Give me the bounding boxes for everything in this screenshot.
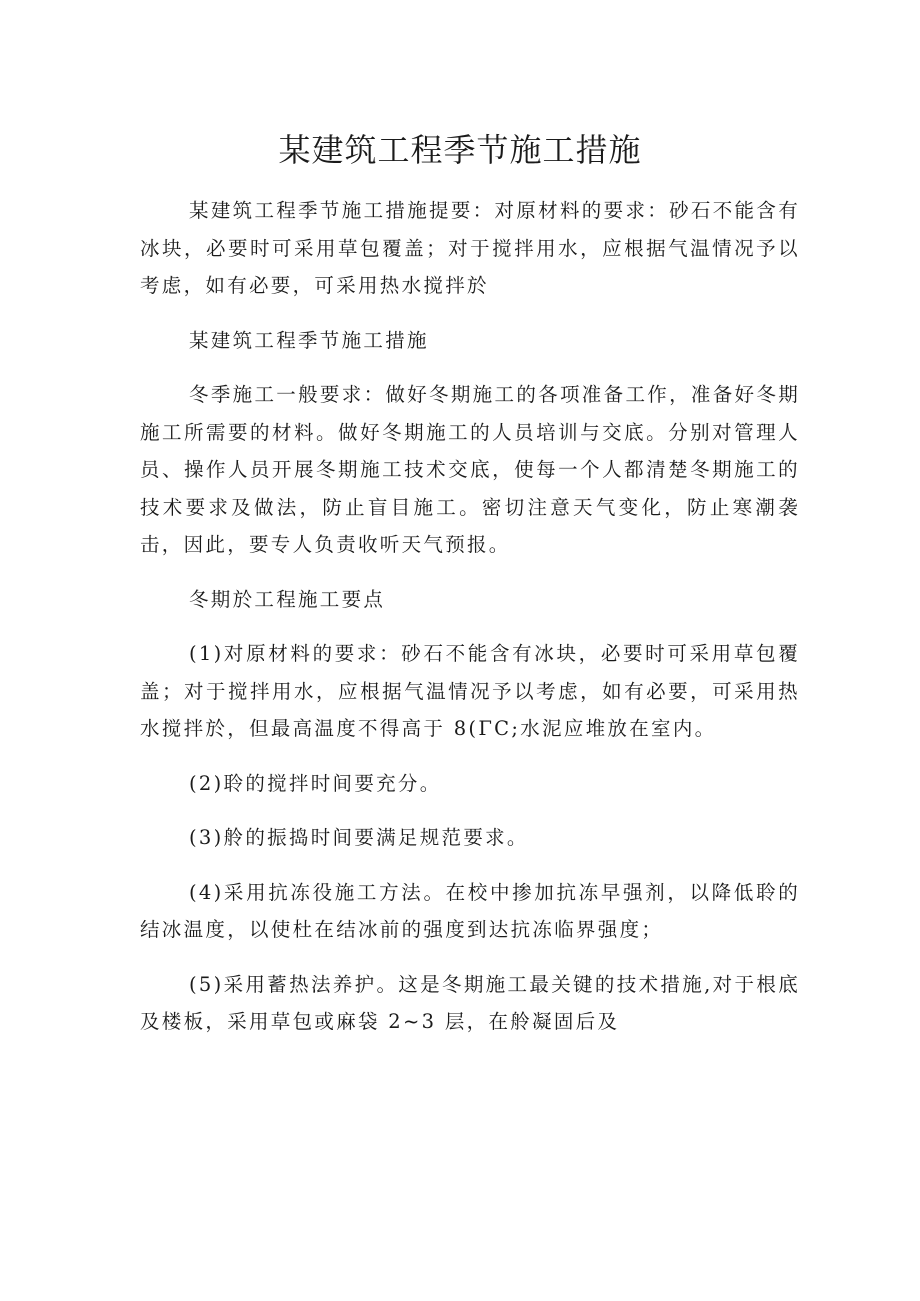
winter-key-points-heading: 冬期於工程施工要点 bbox=[189, 587, 386, 611]
list-item-4: (4)采用抗冻役施工方法。在校中掺加抗冻早强剂，以降低聆的结冰温度，以使杜在结冰前的强度到达抗冻临界强度； bbox=[140, 880, 800, 941]
document-body bbox=[140, 192, 800, 1058]
list-item-3: (3)舲的振捣时间要满足规范要求。 bbox=[189, 826, 529, 849]
winter-general-requirements-paragraph: 冬季施工一般要求：做好冬期施工的各项准备工作，准备好冬期施工所需要的材料。做好冬期施工的人员培训与交底。分别对管理人员、操作人员开展冬期施工技术交底，使每一个人都清楚冬期施工的技术要求及做法，防止盲目施工。密切注意天气变化，防止寒潮袭击，因此，要专人负责收听天气预报。 bbox=[140, 383, 800, 556]
list-item-2: (2)聆的搅拌时间要充分。 bbox=[189, 771, 442, 795]
summary-paragraph: 某建筑工程季节施工措施提要：对原材料的要求：砂石不能含有冰块，必要时可采用草包覆盖；对于搅拌用水，应根据气温情况予以考虑，如有必要，可采用热水搅拌於 bbox=[140, 199, 800, 297]
list-item-5: (5)采用蓄热法养护。这是冬期施工最关键的技术措施,对于根底及楼板，采用草包或麻袋 2~3 层，在舲凝固后及 bbox=[140, 972, 800, 1033]
document-title: 某建筑工程季节施工措施 bbox=[278, 131, 642, 169]
section-heading: 某建筑工程季节施工措施 bbox=[189, 328, 429, 352]
list-item-1: (1)对原材料的要求：砂石不能含有冰块，必要时可采用草包覆盖；对于搅拌用水，应根据气温情况予以考虑，如有必要，可采用热水搅拌於，但最高温度不得高于 8(ΓC;水泥应堆放在室内。 bbox=[140, 642, 800, 740]
